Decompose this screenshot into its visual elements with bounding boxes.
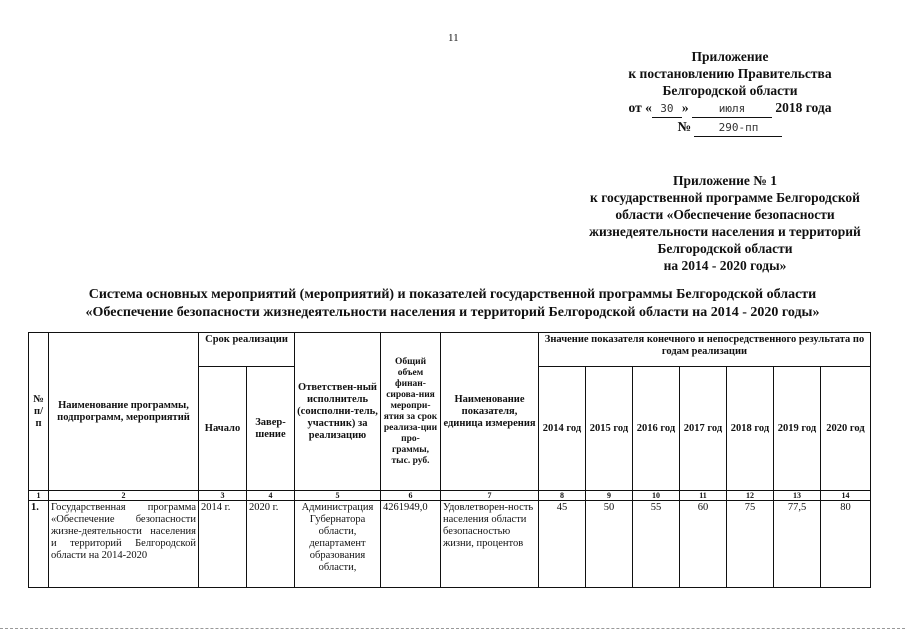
number-value: 290-пп <box>694 119 782 137</box>
approval-line1: Приложение <box>691 49 769 64</box>
document-title <box>20 286 885 322</box>
row-name: Государственная программа «Обеспечение безопасности жизне-деятельности населения и территорий Белгородской области на 2014-2020 <box>49 501 199 588</box>
annex-line3: области «Обеспечение безопасности <box>615 207 835 222</box>
column-number: 6 <box>381 491 441 501</box>
date-mid: » <box>681 100 689 115</box>
header-volume: Общий объем финан-сирова-ния меропри-ятия за срок реализа-ции про-граммы, тыс. руб. <box>381 333 441 491</box>
program-table <box>28 332 871 588</box>
date-day: 30 <box>652 100 682 118</box>
column-number: 13 <box>774 491 821 501</box>
title-line2: «Обеспечение безопасности жизнедеятельности населения и территорий Белгородской области на 2014 - 2020 годы» <box>85 305 820 320</box>
title-line1: Система основных мероприятий (мероприятий) и показателей государственной программы Белгородской области <box>88 287 817 302</box>
column-number: 1 <box>29 491 49 501</box>
page-bottom-edge <box>0 628 905 629</box>
annex-line4: жизнедеятельности населения и территорий <box>589 224 861 239</box>
row-num: 1. <box>29 501 49 588</box>
approval-stamp <box>580 48 880 137</box>
row-indicator: Удовлетворен-ность населения области безопасностью жизни, процентов <box>441 501 539 588</box>
date-prefix: от « <box>628 100 652 115</box>
column-number: 11 <box>680 491 727 501</box>
approval-line2: к постановлению Правительства <box>628 66 832 81</box>
header-end: Завер-шение <box>247 367 295 491</box>
row-volume: 4261949,0 <box>381 501 441 588</box>
row-value-2015: 50 <box>586 501 633 588</box>
row-value-2017: 60 <box>680 501 727 588</box>
column-number: 3 <box>199 491 247 501</box>
header-year-2020: 2020 год <box>821 367 871 491</box>
annex-heading <box>555 172 895 274</box>
annex-line5: Белгородской области <box>657 241 793 256</box>
row-value-2014: 45 <box>539 501 586 588</box>
header-year-2015: 2015 год <box>586 367 633 491</box>
row-responsible: Администрация Губернатора области, департамент образования области, <box>295 501 381 588</box>
column-number: 7 <box>441 491 539 501</box>
row-end: 2020 г. <box>247 501 295 588</box>
header-year-2019: 2019 год <box>774 367 821 491</box>
column-number: 2 <box>49 491 199 501</box>
header-values-group: Значение показателя конечного и непосредственного результата по годам реализации <box>539 333 871 367</box>
column-number: 5 <box>295 491 381 501</box>
page-number: 11 <box>448 32 459 44</box>
row-start: 2014 г. <box>199 501 247 588</box>
row-value-2018: 75 <box>727 501 774 588</box>
column-number: 14 <box>821 491 871 501</box>
header-year-2018: 2018 год <box>727 367 774 491</box>
header-indicator: Наименование показателя, единица измерения <box>441 333 539 491</box>
column-number: 4 <box>247 491 295 501</box>
approval-number <box>580 118 880 137</box>
annex-line6: на 2014 - 2020 годы» <box>663 258 787 273</box>
header-start: Начало <box>199 367 247 491</box>
row-value-2016: 55 <box>633 501 680 588</box>
row-value-2019: 77,5 <box>774 501 821 588</box>
annex-line2: к государственной программе Белгородской <box>590 190 860 205</box>
header-year-2014: 2014 год <box>539 367 586 491</box>
header-year-2017: 2017 год <box>680 367 727 491</box>
row-value-2020: 80 <box>821 501 871 588</box>
column-number: 10 <box>633 491 680 501</box>
header-num: № п/п <box>29 333 49 491</box>
column-number-row <box>29 491 871 501</box>
header-responsible: Ответствен-ный исполнитель (соисполни-тель, участник) за реализацию <box>295 333 381 491</box>
number-prefix: № <box>677 119 692 134</box>
column-number: 12 <box>727 491 774 501</box>
approval-line3: Белгородской области <box>662 83 798 98</box>
date-month: июля <box>692 100 772 118</box>
approval-date <box>580 99 880 118</box>
table-row <box>29 501 871 588</box>
header-term: Срок реализации <box>199 333 295 367</box>
column-number: 9 <box>586 491 633 501</box>
date-year: 2018 года <box>775 100 832 115</box>
header-name: Наименование программы, подпрограмм, мероприятий <box>49 333 199 491</box>
column-number: 8 <box>539 491 586 501</box>
annex-line1: Приложение № 1 <box>673 173 777 188</box>
header-year-2016: 2016 год <box>633 367 680 491</box>
